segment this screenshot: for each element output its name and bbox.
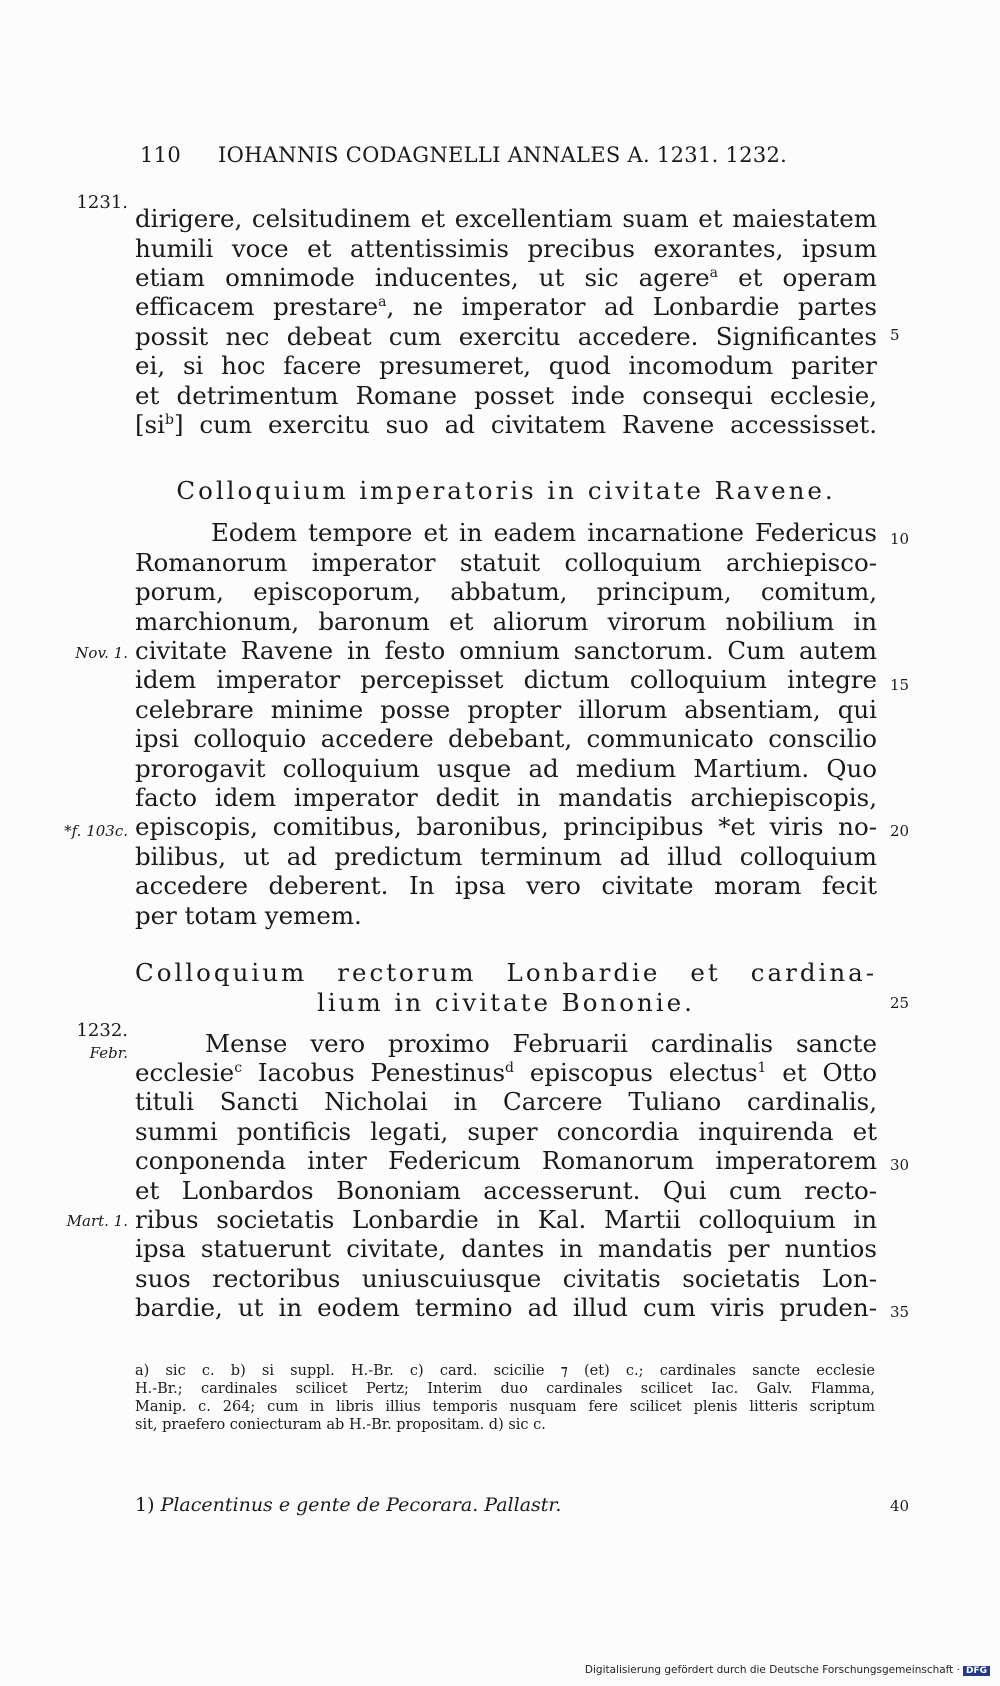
- footnote-line: a) sic c. b) si suppl. H.-Br. c) card. scicilie ⁊ (et) c.; cardinales sancte ecclesie: [135, 1363, 875, 1379]
- text-line: humili voce et attentissimis precibus exorantes, ipsum: [135, 234, 877, 263]
- text-line: accedere deberent. In ipsa vero civitate moram fecit: [135, 871, 877, 900]
- running-header: [140, 143, 787, 167]
- text-line: civitate Ravene in festo omnium sanctorum. Cum autem: [135, 636, 877, 665]
- editorial-note: [135, 1494, 561, 1516]
- footnote-ref-a: a: [378, 294, 387, 310]
- text-line: etiam omnimode inducentes, ut sic agere$^a$ et operam: [135, 263, 877, 292]
- text-line: episcopis, comitibus, baronibus, principibus *et viris no-: [135, 812, 877, 841]
- text-line: ipsi colloquio accedere debebant, communicato conscilio: [135, 724, 877, 753]
- editorial-note-number: 1): [135, 1494, 155, 1516]
- text-line: et detrimentum Romane posset inde consequi ecclesie,: [135, 381, 877, 410]
- footnote-ref-a: a: [709, 265, 719, 281]
- text-line: marchionum, baronum et aliorum virorum nobilium in: [135, 607, 877, 636]
- footnote-line: Manip. c. 264; cum in libris illius temporis nusquam fere scilicet plenis litteris scriptum: [135, 1399, 875, 1415]
- critical-apparatus: [135, 1362, 875, 1434]
- text-line: bardie, ut in eodem termino ad illud cum viris pruden-: [135, 1293, 877, 1322]
- footnote-line: sit, praefero coniecturam ab H.-Br. propositam. d) sic c.: [135, 1417, 546, 1433]
- section-heading: lium in civitate Bononie.: [317, 988, 695, 1017]
- text-line: $[si^b]$ cum exercitu suo ad civitatem Ravene accessisset.: [135, 410, 877, 439]
- text-line: et Lonbardos Bononiam accesserunt. Qui cum recto-: [135, 1176, 877, 1205]
- line-number-15: 15: [890, 676, 910, 694]
- footnote-ref-b: b: [164, 412, 174, 428]
- text-line: efficacem prestare$^a$, ne imperator ad Lonbardie partes: [135, 292, 877, 321]
- dfg-logo: DFG: [963, 1666, 990, 1676]
- line-number-35: 35: [890, 1303, 910, 1321]
- digitization-credit: [585, 1664, 990, 1676]
- editorial-note-text: Placentinus e gente de Pecorara. Pallastr.: [160, 1494, 562, 1516]
- text-line: Eodem tempore et in eadem incarnatione Federicus: [211, 518, 877, 547]
- text-line: ipsa statuerunt civitate, dantes in mandatis per nuntios: [135, 1234, 877, 1263]
- footnote-ref-d: d: [505, 1060, 515, 1076]
- note-ref-1: 1: [757, 1060, 767, 1076]
- text-line: suos rectoribus uniuscuiusque civitatis societatis Lon-: [135, 1264, 877, 1293]
- margin-year-1232: 1232.: [76, 1020, 128, 1041]
- text-line: facto idem imperator dedit in mandatis archiepiscopis,: [135, 783, 877, 812]
- text-line: ei, si hoc facere presumeret, quod incomodum pariter: [135, 351, 877, 380]
- text-line: Romanorum imperator statuit colloquium archiepisco-: [135, 548, 877, 577]
- text-line: bilibus, ut ad predictum terminum ad illud colloquium: [135, 842, 877, 871]
- margin-folio-103c: *f. 103c.: [64, 822, 128, 840]
- footnote-line: H.-Br.; cardinales scilicet Pertz; Interim duo cardinales scilicet Iac. Galv. Flamma,: [135, 1381, 875, 1397]
- text-line: tituli Sancti Nicholai in Carcere Tuliano cardinalis,: [135, 1087, 877, 1116]
- line-number-25: 25: [890, 994, 910, 1012]
- footnote-ref-c: c: [234, 1060, 243, 1076]
- margin-date-nov1: Nov. 1.: [75, 644, 128, 662]
- section-heading: Colloquium imperatoris in civitate Ravene.: [176, 476, 836, 505]
- line-number-40: 40: [890, 1497, 910, 1515]
- text-line: ecclesie$^c$ Iacobus Penestinus$^d$ episcopus electus$^1$ et Otto: [135, 1058, 877, 1087]
- text-line: idem imperator percepisset dictum colloquium integre: [135, 665, 877, 694]
- credit-text: Digitalisierung gefördert durch die Deutsche Forschungsgemeinschaft ·: [584, 1664, 960, 1676]
- text-line: possit nec debeat cum exercitu accedere. Significantes: [135, 322, 877, 351]
- text-line: summi pontificis legati, super concordia inquirenda et: [135, 1117, 877, 1146]
- text-line: dirigere, celsitudinem et excellentiam suam et maiestatem: [135, 204, 877, 233]
- line-number-20: 20: [890, 822, 910, 840]
- margin-month-febr: Febr.: [89, 1044, 128, 1062]
- running-title: IOHANNIS CODAGNELLI ANNALES A. 1231. 1232.: [217, 143, 788, 167]
- text-line: porum, episcoporum, abbatum, principum, comitum,: [135, 577, 877, 606]
- section-heading: Colloquium rectorum Lonbardie et cardina-: [135, 958, 877, 987]
- text-line: ribus societatis Lonbardie in Kal. Martii colloquium in: [135, 1205, 877, 1234]
- text-line: Mense vero proximo Februarii cardinalis sancte: [205, 1029, 877, 1058]
- line-number-30: 30: [890, 1156, 910, 1174]
- margin-date-mart1: Mart. 1.: [66, 1212, 128, 1230]
- text-line: prorogavit colloquium usque ad medium Martium. Quo: [135, 754, 877, 783]
- line-number-5: 5: [890, 326, 900, 344]
- text-line: conponenda inter Federicum Romanorum imperatorem: [135, 1146, 877, 1175]
- line-number-10: 10: [890, 530, 910, 548]
- page-number: 110: [140, 143, 181, 167]
- text-line: per totam yemem.: [135, 901, 362, 930]
- margin-year-1231: 1231.: [76, 192, 128, 213]
- text-line: celebrare minime posse propter illorum absentiam, qui: [135, 695, 877, 724]
